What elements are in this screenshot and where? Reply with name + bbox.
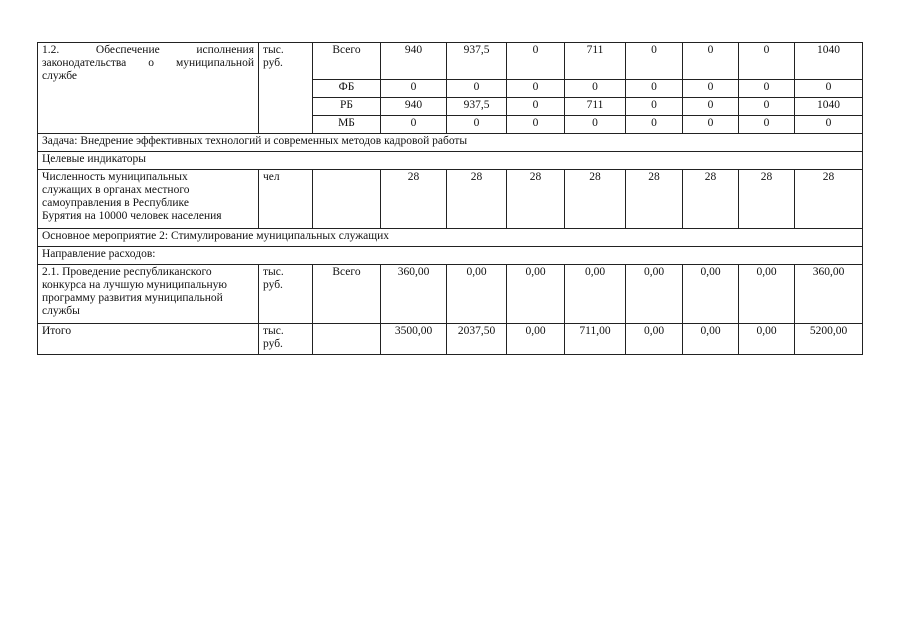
item-2-1-name-line: службы <box>42 305 80 317</box>
table-row <box>38 229 863 247</box>
indicator-name-line: самоуправления в Республике <box>42 197 189 209</box>
table-row <box>38 247 863 265</box>
value-cell: 0 <box>683 43 739 80</box>
activity-row: Основное мероприятие 2: Стимулирование муниципальных служащих <box>38 229 863 247</box>
value-cell: 711 <box>565 98 626 116</box>
value-cell: 0 <box>447 80 507 98</box>
source-cell: РБ <box>313 98 381 116</box>
value-cell: 28 <box>683 170 739 229</box>
value-cell: 940 <box>381 98 447 116</box>
value-cell: 940 <box>381 43 447 80</box>
item-1-2-unit <box>259 43 313 134</box>
value-cell: 360,00 <box>795 265 863 324</box>
value-cell: 0,00 <box>507 265 565 324</box>
value-cell: 0 <box>447 116 507 134</box>
source-cell: Всего <box>313 43 381 80</box>
source-cell <box>313 324 381 355</box>
value-cell: 0 <box>683 116 739 134</box>
value-cell: 0 <box>507 80 565 98</box>
value-cell: 0 <box>507 116 565 134</box>
item-1-2-name <box>38 43 259 134</box>
value-cell: 28 <box>739 170 795 229</box>
indicator-name-line: Численность муниципальных <box>42 171 188 183</box>
unit-line: руб. <box>263 57 283 69</box>
value-cell: 0 <box>565 80 626 98</box>
value-cell: 0,00 <box>507 324 565 355</box>
value-cell: 0 <box>739 80 795 98</box>
indicator-unit: чел <box>259 170 313 229</box>
value-cell: 28 <box>381 170 447 229</box>
budget-table <box>37 42 863 355</box>
value-cell: 0,00 <box>739 265 795 324</box>
source-cell: МБ <box>313 116 381 134</box>
item-1-2-name-line: 1.2. Обеспечение исполнения <box>42 44 254 56</box>
value-cell: 1040 <box>795 43 863 80</box>
value-cell: 28 <box>626 170 683 229</box>
value-cell: 0 <box>739 43 795 80</box>
item-1-2-name-line: законодательства о муниципальной <box>42 57 254 69</box>
value-cell: 0 <box>683 80 739 98</box>
value-cell: 0 <box>381 116 447 134</box>
source-cell <box>313 170 381 229</box>
table-row <box>38 43 863 80</box>
value-cell: 0 <box>626 43 683 80</box>
table-row <box>38 152 863 170</box>
value-cell: 0 <box>626 80 683 98</box>
value-cell: 5200,00 <box>795 324 863 355</box>
item-2-1-name-line: 2.1. Проведение республиканского <box>42 266 212 278</box>
total-label: Итого <box>38 324 259 355</box>
value-cell: 28 <box>565 170 626 229</box>
value-cell: 0 <box>507 43 565 80</box>
table-row <box>38 170 863 229</box>
item-2-1-unit <box>259 265 313 324</box>
value-cell: 0 <box>683 98 739 116</box>
unit-line: тыс. <box>263 325 284 337</box>
source-cell: ФБ <box>313 80 381 98</box>
value-cell: 28 <box>795 170 863 229</box>
value-cell: 937,5 <box>447 43 507 80</box>
table-row <box>38 324 863 355</box>
value-cell: 360,00 <box>381 265 447 324</box>
item-1-2-name-line: службе <box>42 70 78 82</box>
value-cell: 0,00 <box>739 324 795 355</box>
table-row <box>38 134 863 152</box>
value-cell: 0 <box>565 116 626 134</box>
value-cell: 0 <box>626 116 683 134</box>
value-cell: 1040 <box>795 98 863 116</box>
indicators-row: Целевые индикаторы <box>38 152 863 170</box>
unit-line: тыс. <box>263 44 284 56</box>
value-cell: 0 <box>795 80 863 98</box>
value-cell: 28 <box>507 170 565 229</box>
value-cell: 0,00 <box>565 265 626 324</box>
indicator-name-line: служащих в органах местного <box>42 184 190 196</box>
total-unit <box>259 324 313 355</box>
value-cell: 0 <box>507 98 565 116</box>
value-cell: 711 <box>565 43 626 80</box>
indicator-name <box>38 170 259 229</box>
value-cell: 0 <box>739 98 795 116</box>
unit-line: руб. <box>263 338 283 350</box>
value-cell: 0 <box>381 80 447 98</box>
value-cell: 0,00 <box>683 324 739 355</box>
budget-table-page <box>37 42 862 355</box>
value-cell: 0,00 <box>447 265 507 324</box>
value-cell: 3500,00 <box>381 324 447 355</box>
value-cell: 711,00 <box>565 324 626 355</box>
source-cell: Всего <box>313 265 381 324</box>
value-cell: 0,00 <box>683 265 739 324</box>
task-row: Задача: Внедрение эффективных технологий и современных методов кадровой работы <box>38 134 863 152</box>
value-cell: 0 <box>795 116 863 134</box>
expenses-row: Направление расходов: <box>38 247 863 265</box>
item-2-1-name-line: конкурса на лучшую муниципальную <box>42 279 228 291</box>
value-cell: 0,00 <box>626 324 683 355</box>
value-cell: 937,5 <box>447 98 507 116</box>
item-2-1-name <box>38 265 259 324</box>
value-cell: 0 <box>739 116 795 134</box>
value-cell: 2037,50 <box>447 324 507 355</box>
value-cell: 28 <box>447 170 507 229</box>
table-row <box>38 265 863 324</box>
unit-line: тыс. <box>263 266 284 278</box>
value-cell: 0,00 <box>626 265 683 324</box>
indicator-name-line: Бурятия на 10000 человек населения <box>42 210 222 222</box>
item-2-1-name-line: программу развития муниципальной <box>42 292 223 304</box>
unit-line: руб. <box>263 279 283 291</box>
value-cell: 0 <box>626 98 683 116</box>
